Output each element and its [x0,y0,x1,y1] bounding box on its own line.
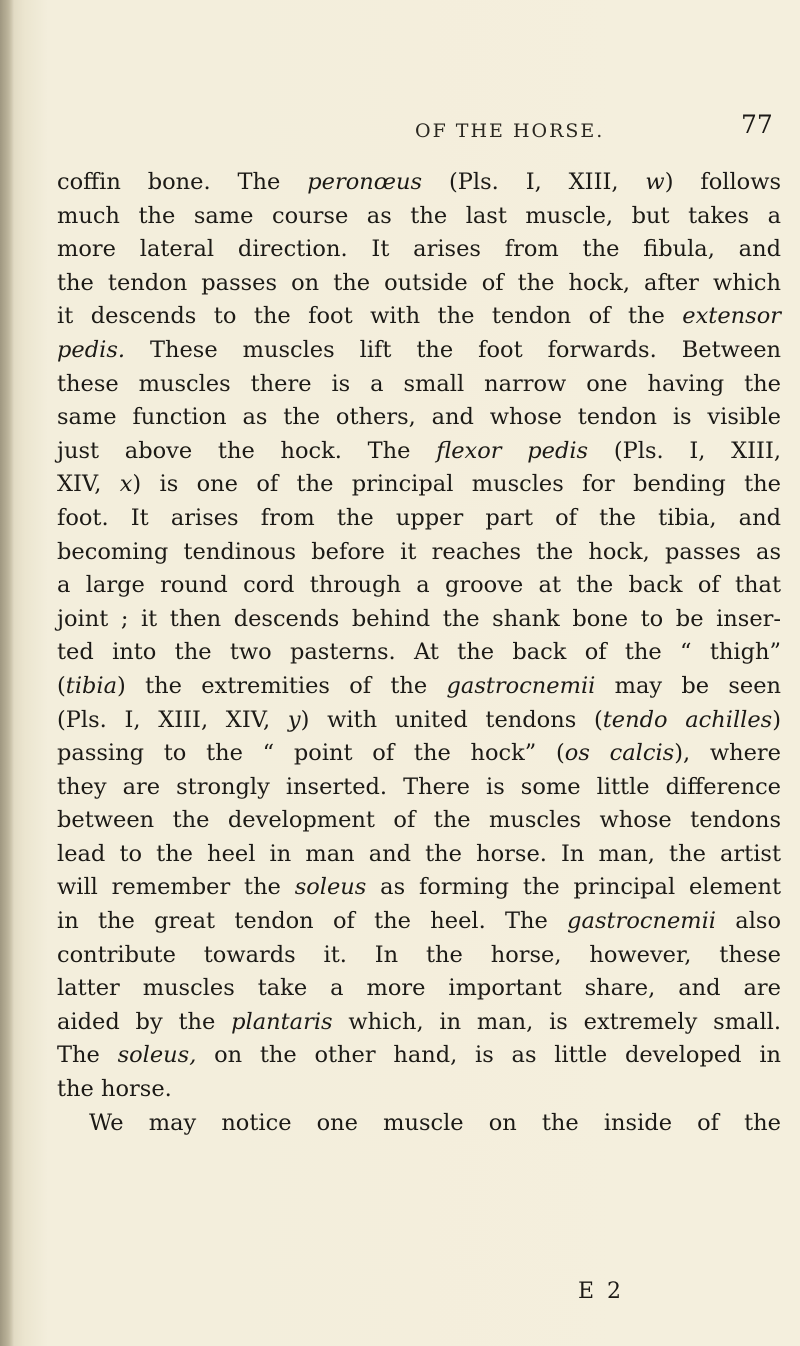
text-run: they are strongly inserted. There is some little difference [57,773,781,800]
text-line [57,1107,781,1141]
text-run: same function as the others, and whose tendon is visible [57,404,781,431]
italic-term: tendo achilles [602,706,773,733]
text-line [57,1006,781,1040]
text-run: ) follows [664,169,781,195]
italic-term: os calcis [564,740,675,767]
text-run: ) the extremities of the [117,672,447,699]
text-run: these muscles there is a small narrow one having the [57,370,781,397]
text-line [57,939,781,973]
text-run: on the other hand, is as little developed in [196,1042,782,1069]
text-run: ) with united tendons ( [300,706,603,733]
text-run: These muscles lift the foot forwards. Between [125,336,781,363]
text-line [57,1073,781,1107]
text-line [57,603,781,637]
text-run: aided by the [57,1008,232,1035]
text-line [57,267,781,301]
text-line [57,166,781,200]
text-run: more lateral direction. It arises from the fibula, and [57,236,781,263]
signature-mark: E 2 [578,1279,625,1304]
text-line [57,1039,781,1073]
text-run: The [57,1042,118,1069]
text-run: in the great tendon of the heel. The [57,908,568,935]
text-run: XIV, [57,471,120,498]
italic-term: soleus [294,874,367,901]
text-line [57,200,781,234]
text-run: We may notice one muscle on the inside of the [89,1109,781,1136]
italic-term: peronœus [307,169,423,195]
text-run: a large round cord through a groove at the back of that [57,572,781,599]
text-run: latter muscles take a more important share, and are [57,975,781,1002]
italic-term: plantaris [231,1008,333,1035]
text-line [57,871,781,905]
text-run: passing to the “ point of the hock” ( [57,740,565,767]
text-run: (Pls. I, XIII, [422,169,646,195]
text-line [57,401,781,435]
text-run: contribute towards it. In the horse, however, these [57,941,781,968]
text-run: ), where [674,740,781,767]
text-line [57,233,781,267]
text-line [57,771,781,805]
text-line [57,804,781,838]
italic-term: gastrocnemii [567,908,716,935]
text-line [57,368,781,402]
text-line [57,972,781,1006]
italic-term: gastrocnemii [446,672,596,699]
text-run: may be seen [595,672,781,699]
text-run: ) [772,706,782,733]
text-line [57,737,781,771]
text-line [57,670,781,704]
text-run: it descends to the foot with the tendon of the [57,303,683,330]
page-header [0,110,800,146]
italic-term: extensor [682,303,781,330]
page-gutter-shadow [0,0,14,1346]
text-run: (Pls. I, XIII, XIV, [57,706,288,733]
text-run: lead to the heel in man and the horse. In man, the artist [57,840,781,867]
italic-term: tibia [65,672,118,699]
page-number: 77 [741,110,773,139]
text-run: becoming tendinous before it reaches the hock, passes as [57,538,781,565]
text-line [57,300,781,334]
text-run: also [716,908,782,935]
text-line [57,905,781,939]
body-text [57,166,781,1140]
italic-term: soleus, [117,1042,197,1069]
text-line [57,838,781,872]
italic-term: x [119,471,133,498]
text-line [57,502,781,536]
text-run: ) is one of the principal muscles for bending the [132,471,781,498]
text-line [57,704,781,738]
text-run: as forming the principal element [366,874,782,901]
text-run: (Pls. I, XIII, [588,437,781,464]
text-run: ( [57,672,66,699]
text-run: joint ; it then descends behind the shank bone to be inser- [57,605,781,632]
text-run: will remember the [57,874,295,901]
text-run: ted into the two pasterns. At the back of the “ thigh” [57,639,781,666]
text-run: which, in man, is extremely small. [332,1008,781,1035]
text-line [57,334,781,368]
text-run: foot. It arises from the upper part of the tibia, and [57,504,781,531]
text-line [57,536,781,570]
text-line [57,435,781,469]
italic-term: y [287,706,301,733]
text-line [57,569,781,603]
italic-term: w [645,169,665,195]
text-run: coffin bone. The [57,169,308,195]
text-line [57,636,781,670]
text-run: just above the hock. The [57,437,437,464]
italic-term: pedis. [57,336,126,363]
text-run: much the same course as the last muscle, but takes a [57,202,781,229]
text-line [57,468,781,502]
text-run: between the development of the muscles whose tendons [57,807,781,834]
text-run: the horse. [57,1076,172,1103]
running-head: OF THE HORSE. [415,120,605,142]
italic-term: flexor pedis [436,437,589,464]
text-run: the tendon passes on the outside of the hock, after which [57,269,781,296]
